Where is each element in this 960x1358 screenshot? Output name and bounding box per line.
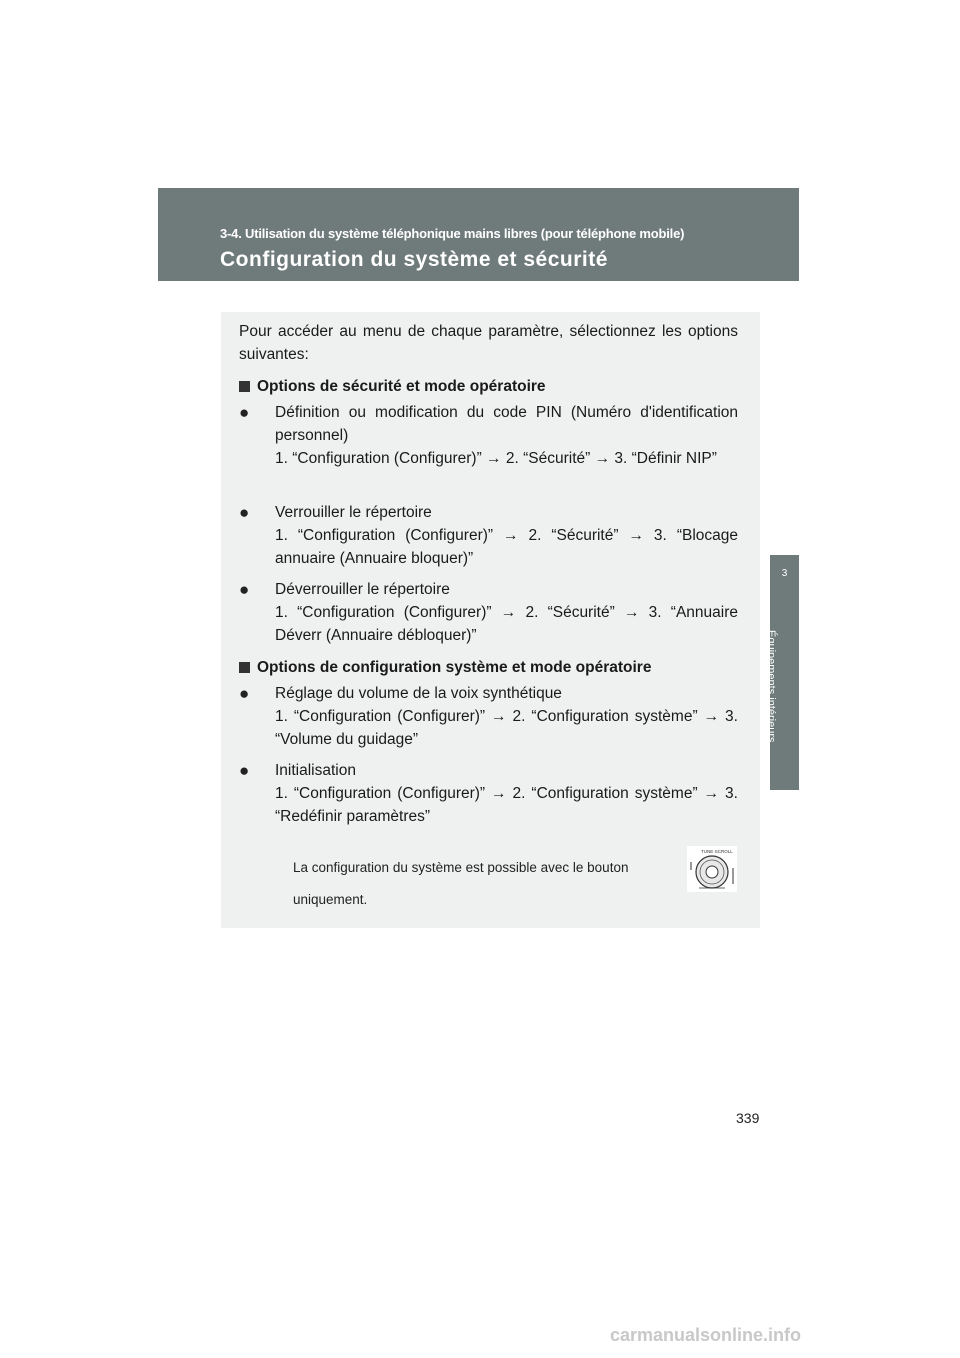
info-box: [221, 312, 760, 928]
square-bullet-icon: [239, 662, 250, 673]
circle-bullet-icon: ●: [239, 580, 250, 599]
list-item: Déverrouiller le répertoire 1. “Configuration (Configurer)” → 2. “Sécurité” → 3. “Annuaire Déverr (Annuaire débloquer)”: [275, 581, 738, 644]
chapter-number: 3: [781, 568, 788, 579]
header-bar: [158, 188, 799, 281]
square-bullet-icon: [239, 381, 250, 392]
circle-bullet-icon: ●: [239, 503, 250, 522]
section-heading-security: Options de sécurité et mode opératoire: [239, 375, 546, 398]
page-number: 339: [736, 1110, 760, 1126]
circle-bullet-icon: ●: [239, 684, 250, 703]
intro-text: Pour accéder au menu de chaque paramètre, sélectionnez les options suivantes:: [239, 323, 738, 363]
section-label: 3-4. Utilisation du système téléphonique mains libres (pour téléphone mobile): [220, 226, 685, 241]
chapter-title: Équipements intérieurs: [765, 630, 777, 743]
watermark: carmanualsonline.info: [610, 1325, 802, 1345]
svg-text:TUNE·SCROLL: TUNE·SCROLL: [701, 849, 733, 854]
list-item: Réglage du volume de la voix synthétique 1. “Configuration (Configurer)” → 2. “Configuration système” → 3. “Volume du guidage”: [275, 685, 738, 748]
circle-bullet-icon: ●: [239, 403, 250, 422]
list-item: Définition ou modification du code PIN (Numéro d'identification personnel) 1. “Configuration (Configurer)” → 2. “Sécurité” → 3. “Définir NIP”: [275, 404, 738, 467]
section-heading-system: Options de configuration système et mode opératoire: [239, 656, 651, 679]
tune-scroll-knob-icon: [687, 846, 737, 892]
note-text: La configuration du système est possible avec le bouton: [293, 860, 629, 875]
circle-bullet-icon: ●: [239, 761, 250, 780]
list-item: Verrouiller le répertoire 1. “Configuration (Configurer)” → 2. “Sécurité” → 3. “Blocage annuaire (Annuaire bloquer)”: [275, 504, 738, 567]
page-title: Configuration du système et sécurité: [220, 248, 608, 271]
note-text-end: uniquement.: [293, 892, 368, 907]
list-item: Initialisation 1. “Configuration (Configurer)” → 2. “Configuration système” → 3. “Redéfinir paramètres”: [275, 762, 738, 825]
